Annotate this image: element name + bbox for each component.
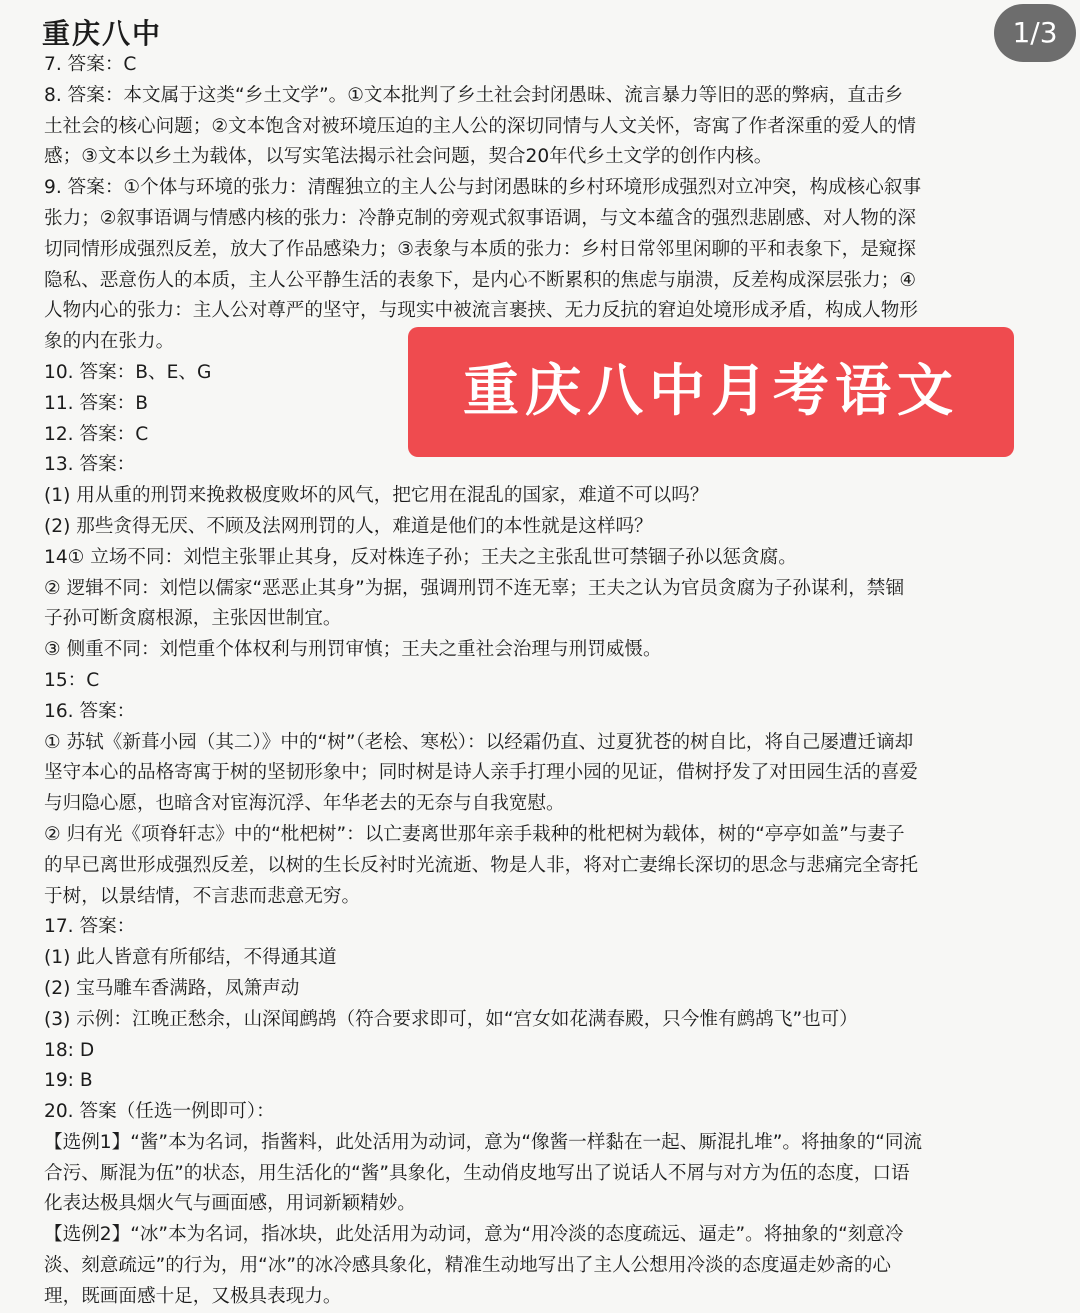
answer-line: 坚守本心的品格寄寓于树的坚韧形象中；同时树是诗人亲手打理小园的见证，借树抒发了对田园生活的喜爱 [44,762,918,784]
answer-line: 20. 答案（任选一例即可）： [44,1101,275,1123]
answer-line: 的早已离世形成强烈反差，以树的生长反衬时光流逝、物是人非，将对亡妻绵长深切的思念与悲痛完全寄托 [44,854,918,876]
page-title: 重庆八中 [42,17,163,50]
answer-line: 9. 答案：①个体与环境的张力：清醒独立的主人公与封闭愚昧的乡村环境形成强烈对立冲突，构成核心叙事 [44,177,922,199]
answer-line: 切同情形成强烈反差，放大了作品感染力；③表象与本质的张力：乡村日常邻里闲聊的平和表象下，是窥探 [44,238,916,260]
answer-line: ② 逻辑不同：刘恺以儒家“恶恶止其身”为据，强调刑罚不连无辜；王夫之认为官员贪腐为子孙谋利，禁锢 [44,577,904,599]
answer-line: (2) 那些贪得无厌、不顾及法网刑罚的人，难道是他们的本性就是这样吗？ [44,515,653,537]
answer-line: 16. 答案： [44,700,136,722]
answer-line: 11. 答案：B [44,392,149,414]
answer-text-body [44,50,1064,1313]
answer-line: 7. 答案：C [44,54,137,75]
answer-line: 13. 答案： [44,454,136,476]
answer-line: ③ 侧重不同：刘恺重个体权利与刑罚审慎；王夫之重社会治理与刑罚威慑。 [44,639,662,661]
answer-line: 8. 答案：本文属于这类“乡土文学”。①文本批判了乡土社会封闭愚昧、流言暴力等旧的恶的弊病，直击乡 [44,84,904,106]
answer-line: 象的内在张力。 [44,331,175,353]
answer-line: 子孙可断贪腐根源，主张因世制宜。 [44,608,342,630]
answer-line: 理，既画面感十足，又极具表现力。 [44,1285,342,1307]
answer-line: 12. 答案：C [44,423,149,445]
answer-line: 18: D [44,1039,95,1061]
answer-line: 感；③文本以乡土为载体，以写实笔法揭示社会问题，契合20年代乡土文学的创作内核。 [44,146,773,168]
answer-line: 淡、刻意疏远”的行为，用“冰”的冰冷感具象化，精准生动地写出了主人公想用冷淡的态度逼走妙斋的心 [44,1255,892,1277]
answer-line: 化表达极具烟火气与画面感，用词新颖精妙。 [44,1193,416,1215]
answer-line: (1) 此人皆意有所郁结，不得通其道 [44,947,337,969]
answer-line: 张力；②叙事语调与情感内核的张力：冷静克制的旁观式叙事语调，与文本蕴含的强烈悲剧感、对人物的深 [44,207,916,229]
answer-line: (2) 宝马雕车香满路，凤箫声动 [44,977,300,999]
answer-line: 合污、厮混为伍”的状态，用生活化的“酱”具象化，生动俏皮地写出了说话人不屑与对方为伍的态度，口语 [44,1162,910,1184]
answer-line: 隐私、恶意伤人的本质，主人公平静生活的表象下，是内心不断累积的焦虑与崩溃，反差构成深层张力；④ [44,269,916,291]
answer-line: 【选例2】“冰”本为名词，指冰块，此处活用为动词，意为“用冷淡的态度疏远、逼走”。将抽象的“刻意冷 [44,1224,904,1246]
answer-line: 与归隐心愿，也暗含对宦海沉浮、年华老去的无奈与自我宽慰。 [44,793,565,815]
answer-line: 17. 答案： [44,916,136,938]
answer-line: ② 归有光《项脊轩志》中的“枇杷树”：以亡妻离世那年亲手栽种的枇杷树为载体，树的“亭亭如盖”与妻子 [44,823,905,845]
answer-line: 于树，以景结情，不言悲而悲意无穷。 [44,885,361,907]
answer-line: 人物内心的张力：主人公对尊严的坚守，与现实中被流言裹挟、无力反抗的窘迫处境形成矛盾，构成人物形 [44,300,918,322]
answer-line: 19: B [44,1070,93,1092]
answer-line: (1) 用从重的刑罚来挽救极度败坏的风气，把它用在混乱的国家，难道不可以吗？ [44,485,709,507]
answer-line: (3) 示例：江晚正愁余，山深闻鹧鸪（符合要求即可，如“宫女如花满春殿，只今惟有鹧鸪飞”也可） [44,1008,858,1030]
answer-line: 15：C [44,669,100,691]
answer-line: 14① 立场不同：刘恺主张罪止其身，反对株连子孙；王夫之主张乱世可禁锢子孙以惩贪腐。 [44,546,797,568]
answer-line: 【选例1】“酱”本为名词，指酱料，此处活用为动词，意为“像酱一样黏在一起、厮混扎堆”。将抽象的“同流 [44,1131,923,1153]
page-counter-badge: 1/3 [994,4,1076,62]
answer-line: 土社会的核心问题；②文本饱含对被环境压迫的主人公的深切同情与人文关怀，寄寓了作者深重的爱人的情 [44,115,916,137]
answer-line: 10. 答案：B、E、G [44,361,212,383]
watermark-banner: 重庆八中月考语文 [408,327,1014,457]
answer-line: ① 苏轼《新葺小园（其二）》中的“树”（老桧、寒松）：以经霜仍直、过夏犹苍的树自比，将自己屡遭迁谪却 [44,731,914,753]
